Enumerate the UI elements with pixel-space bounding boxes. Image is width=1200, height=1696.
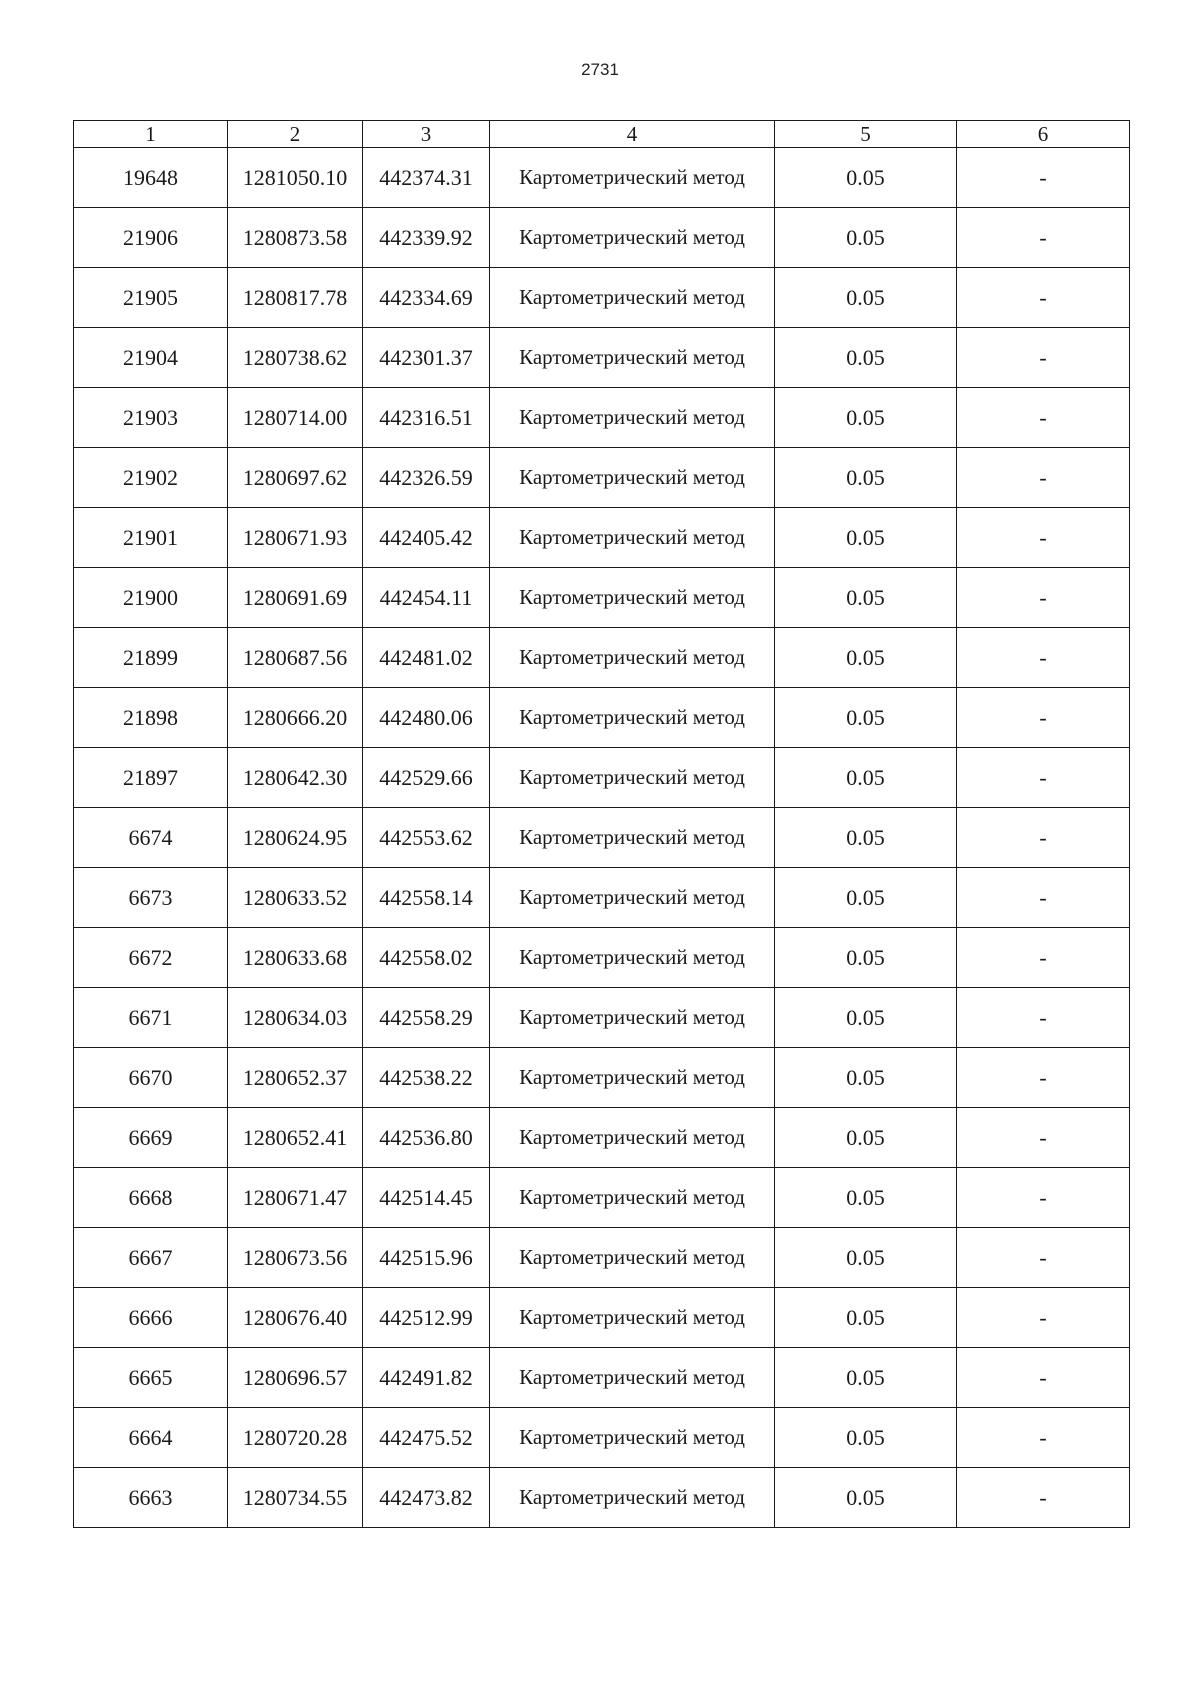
table-row [74, 508, 1130, 568]
column-header-2: 2 [228, 121, 363, 148]
note-cell: - [957, 388, 1130, 448]
x-coordinate-cell: 1280676.40 [228, 1288, 363, 1348]
point-number-cell: 21899 [74, 628, 228, 688]
point-number-cell: 6668 [74, 1168, 228, 1228]
note-cell: - [957, 268, 1130, 328]
table-row [74, 1108, 1130, 1168]
method-cell: Картометрический метод [490, 1108, 775, 1168]
point-number-cell: 6673 [74, 868, 228, 928]
point-number-cell: 6669 [74, 1108, 228, 1168]
x-coordinate-cell: 1280691.69 [228, 568, 363, 628]
x-coordinate-cell: 1280671.47 [228, 1168, 363, 1228]
x-coordinate-cell: 1280633.68 [228, 928, 363, 988]
accuracy-cell: 0.05 [775, 328, 957, 388]
method-cell: Картометрический метод [490, 268, 775, 328]
note-cell: - [957, 1288, 1130, 1348]
method-cell: Картометрический метод [490, 1348, 775, 1408]
method-cell: Картометрический метод [490, 868, 775, 928]
y-coordinate-cell: 442512.99 [363, 1288, 490, 1348]
column-header-5: 5 [775, 121, 957, 148]
note-cell: - [957, 1348, 1130, 1408]
header-row [74, 121, 1130, 148]
point-number-cell: 21903 [74, 388, 228, 448]
x-coordinate-cell: 1280634.03 [228, 988, 363, 1048]
accuracy-cell: 0.05 [775, 1288, 957, 1348]
point-number-cell: 6672 [74, 928, 228, 988]
point-number-cell: 6663 [74, 1468, 228, 1528]
x-coordinate-cell: 1280873.58 [228, 208, 363, 268]
table-row [74, 928, 1130, 988]
point-number-cell: 19648 [74, 148, 228, 208]
table-row [74, 868, 1130, 928]
note-cell: - [957, 1048, 1130, 1108]
table-row [74, 1408, 1130, 1468]
method-cell: Картометрический метод [490, 1468, 775, 1528]
accuracy-cell: 0.05 [775, 268, 957, 328]
y-coordinate-cell: 442480.06 [363, 688, 490, 748]
point-number-cell: 6670 [74, 1048, 228, 1108]
point-number-cell: 6667 [74, 1228, 228, 1288]
table-body [74, 148, 1130, 1528]
point-number-cell: 6671 [74, 988, 228, 1048]
method-cell: Картометрический метод [490, 688, 775, 748]
point-number-cell: 6665 [74, 1348, 228, 1408]
x-coordinate-cell: 1280642.30 [228, 748, 363, 808]
accuracy-cell: 0.05 [775, 688, 957, 748]
accuracy-cell: 0.05 [775, 1048, 957, 1108]
accuracy-cell: 0.05 [775, 448, 957, 508]
note-cell: - [957, 1408, 1130, 1468]
x-coordinate-cell: 1280673.56 [228, 1228, 363, 1288]
method-cell: Картометрический метод [490, 388, 775, 448]
accuracy-cell: 0.05 [775, 508, 957, 568]
table-row [74, 208, 1130, 268]
x-coordinate-cell: 1280714.00 [228, 388, 363, 448]
accuracy-cell: 0.05 [775, 1408, 957, 1468]
x-coordinate-cell: 1281050.10 [228, 148, 363, 208]
y-coordinate-cell: 442529.66 [363, 748, 490, 808]
method-cell: Картометрический метод [490, 148, 775, 208]
y-coordinate-cell: 442334.69 [363, 268, 490, 328]
note-cell: - [957, 628, 1130, 688]
y-coordinate-cell: 442536.80 [363, 1108, 490, 1168]
accuracy-cell: 0.05 [775, 208, 957, 268]
point-number-cell: 21905 [74, 268, 228, 328]
y-coordinate-cell: 442473.82 [363, 1468, 490, 1528]
x-coordinate-cell: 1280734.55 [228, 1468, 363, 1528]
note-cell: - [957, 868, 1130, 928]
table-row [74, 1348, 1130, 1408]
y-coordinate-cell: 442374.31 [363, 148, 490, 208]
x-coordinate-cell: 1280738.62 [228, 328, 363, 388]
table-row [74, 568, 1130, 628]
x-coordinate-cell: 1280817.78 [228, 268, 363, 328]
y-coordinate-cell: 442339.92 [363, 208, 490, 268]
note-cell: - [957, 1468, 1130, 1528]
x-coordinate-cell: 1280671.93 [228, 508, 363, 568]
x-coordinate-cell: 1280652.37 [228, 1048, 363, 1108]
accuracy-cell: 0.05 [775, 148, 957, 208]
note-cell: - [957, 328, 1130, 388]
x-coordinate-cell: 1280720.28 [228, 1408, 363, 1468]
table-row [74, 1468, 1130, 1528]
y-coordinate-cell: 442558.02 [363, 928, 490, 988]
y-coordinate-cell: 442481.02 [363, 628, 490, 688]
note-cell: - [957, 508, 1130, 568]
accuracy-cell: 0.05 [775, 808, 957, 868]
point-number-cell: 21901 [74, 508, 228, 568]
method-cell: Картометрический метод [490, 1408, 775, 1468]
y-coordinate-cell: 442316.51 [363, 388, 490, 448]
table-row [74, 448, 1130, 508]
y-coordinate-cell: 442405.42 [363, 508, 490, 568]
column-header-6: 6 [957, 121, 1130, 148]
y-coordinate-cell: 442515.96 [363, 1228, 490, 1288]
note-cell: - [957, 1168, 1130, 1228]
note-cell: - [957, 1228, 1130, 1288]
x-coordinate-cell: 1280624.95 [228, 808, 363, 868]
x-coordinate-cell: 1280652.41 [228, 1108, 363, 1168]
method-cell: Картометрический метод [490, 808, 775, 868]
note-cell: - [957, 1108, 1130, 1168]
method-cell: Картометрический метод [490, 208, 775, 268]
note-cell: - [957, 148, 1130, 208]
table-row [74, 268, 1130, 328]
point-number-cell: 21898 [74, 688, 228, 748]
column-header-3: 3 [363, 121, 490, 148]
table-row [74, 1288, 1130, 1348]
note-cell: - [957, 748, 1130, 808]
x-coordinate-cell: 1280666.20 [228, 688, 363, 748]
column-header-4: 4 [490, 121, 775, 148]
accuracy-cell: 0.05 [775, 868, 957, 928]
point-number-cell: 21900 [74, 568, 228, 628]
y-coordinate-cell: 442326.59 [363, 448, 490, 508]
y-coordinate-cell: 442553.62 [363, 808, 490, 868]
y-coordinate-cell: 442475.52 [363, 1408, 490, 1468]
accuracy-cell: 0.05 [775, 748, 957, 808]
note-cell: - [957, 208, 1130, 268]
coordinates-table [73, 120, 1130, 1528]
x-coordinate-cell: 1280696.57 [228, 1348, 363, 1408]
table-row [74, 748, 1130, 808]
method-cell: Картометрический метод [490, 1288, 775, 1348]
accuracy-cell: 0.05 [775, 1348, 957, 1408]
x-coordinate-cell: 1280697.62 [228, 448, 363, 508]
method-cell: Картометрический метод [490, 568, 775, 628]
accuracy-cell: 0.05 [775, 1468, 957, 1528]
note-cell: - [957, 568, 1130, 628]
table-row [74, 628, 1130, 688]
accuracy-cell: 0.05 [775, 388, 957, 448]
table-row [74, 148, 1130, 208]
method-cell: Картометрический метод [490, 328, 775, 388]
y-coordinate-cell: 442514.45 [363, 1168, 490, 1228]
point-number-cell: 6674 [74, 808, 228, 868]
column-header-1: 1 [74, 121, 228, 148]
method-cell: Картометрический метод [490, 508, 775, 568]
table-row [74, 1168, 1130, 1228]
method-cell: Картометрический метод [490, 928, 775, 988]
table-row [74, 1048, 1130, 1108]
note-cell: - [957, 808, 1130, 868]
method-cell: Картометрический метод [490, 1048, 775, 1108]
accuracy-cell: 0.05 [775, 568, 957, 628]
y-coordinate-cell: 442538.22 [363, 1048, 490, 1108]
x-coordinate-cell: 1280687.56 [228, 628, 363, 688]
y-coordinate-cell: 442301.37 [363, 328, 490, 388]
method-cell: Картометрический метод [490, 1228, 775, 1288]
table-header [74, 121, 1130, 148]
accuracy-cell: 0.05 [775, 928, 957, 988]
table-row [74, 388, 1130, 448]
table-row [74, 808, 1130, 868]
table-row [74, 688, 1130, 748]
y-coordinate-cell: 442558.14 [363, 868, 490, 928]
method-cell: Картометрический метод [490, 448, 775, 508]
x-coordinate-cell: 1280633.52 [228, 868, 363, 928]
accuracy-cell: 0.05 [775, 988, 957, 1048]
y-coordinate-cell: 442454.11 [363, 568, 490, 628]
table-row [74, 1228, 1130, 1288]
point-number-cell: 21904 [74, 328, 228, 388]
accuracy-cell: 0.05 [775, 1228, 957, 1288]
note-cell: - [957, 928, 1130, 988]
method-cell: Картометрический метод [490, 988, 775, 1048]
accuracy-cell: 0.05 [775, 628, 957, 688]
method-cell: Картометрический метод [490, 628, 775, 688]
table-row [74, 988, 1130, 1048]
method-cell: Картометрический метод [490, 1168, 775, 1228]
method-cell: Картометрический метод [490, 748, 775, 808]
point-number-cell: 21906 [74, 208, 228, 268]
point-number-cell: 6664 [74, 1408, 228, 1468]
y-coordinate-cell: 442558.29 [363, 988, 490, 1048]
note-cell: - [957, 688, 1130, 748]
table-row [74, 328, 1130, 388]
point-number-cell: 6666 [74, 1288, 228, 1348]
note-cell: - [957, 448, 1130, 508]
accuracy-cell: 0.05 [775, 1108, 957, 1168]
y-coordinate-cell: 442491.82 [363, 1348, 490, 1408]
accuracy-cell: 0.05 [775, 1168, 957, 1228]
note-cell: - [957, 988, 1130, 1048]
point-number-cell: 21902 [74, 448, 228, 508]
page-number: 2731 [581, 60, 619, 79]
point-number-cell: 21897 [74, 748, 228, 808]
